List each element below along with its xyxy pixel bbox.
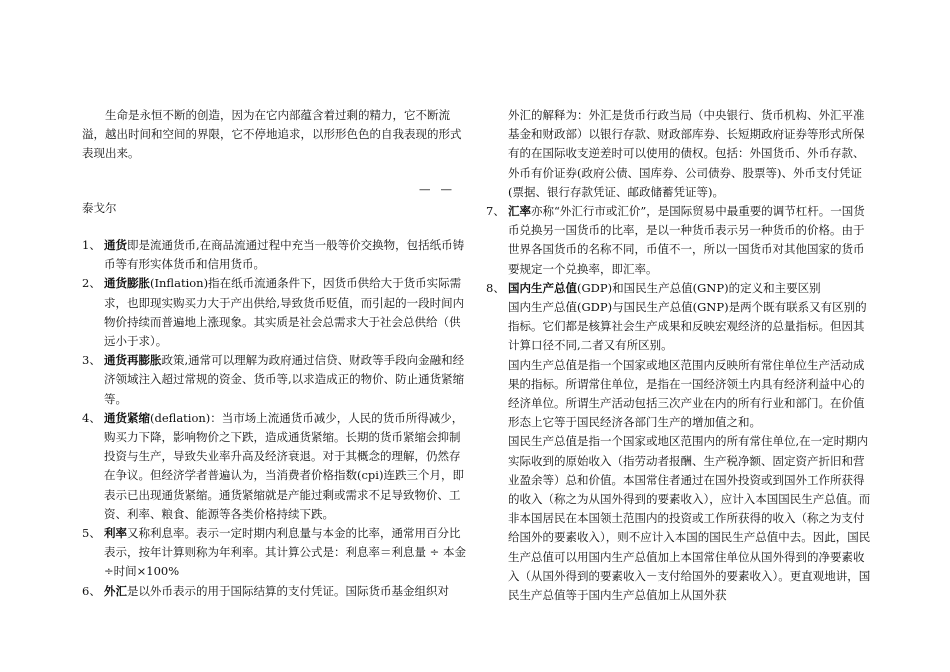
item-text: (deflation)：当市场上流通货币减少，人民的货币所得减少，购买力下降，影响物价之下跌，造成通货紧缩。长期的货币紧缩会抑制投资与生产，导致失业率升高及经济衰退。对于其概念的理解，仍然存在争议。但经济学者普遍认为，当消费者价格指数(cpi)连跌三个月，即表示已出现通货紧缩。通货紧缩就是产能过剩或需求不足导致物价、工资、利率、粮食、能源等各类价格持续下跌。: [104, 410, 464, 521]
item-term: 外汇: [104, 583, 127, 598]
item-number: 4、: [82, 410, 101, 425]
item-continuation: 外汇的解释为：外汇是货币行政当局（中央银行、货币机构、外汇平准基金和财政部）以银行存款、财政部库券、长短期政府证券等形式所保有的在国际收支逆差时可以使用的债权。包括：外国货币、外币存款、外币有价证券(政府公债、国库券、公司债券、股票等)、外币支付凭证(票据、银行存款凭证、邮政储蓄凭证等)。: [508, 108, 865, 199]
item-text: (Inflation)指在纸币流通条件下，因货币供给大于货币实际需求，也即现实购买力大于产出供给,导致货币贬值，而引起的一段时间内物价持续而普遍地上涨现象。其实质是社会总需求大于社会总供给（供远小于求）。: [104, 276, 465, 349]
gdp-paragraph: 国内生产总值是指一个国家或地区范围内反映所有常住单位生产活动成果的指标。所谓常住单位，是指在一国经济领土内具有经济利益中心的经济单位。所谓生产活动包括三次产业在内的所有行业和部门。在价值形态上它等于国民经济各部门生产的增加值之和。: [508, 357, 865, 430]
item-term: 通货再膨胀: [104, 353, 162, 368]
item-number: 8、: [486, 280, 505, 295]
gdp-paragraph: 国内生产总值(GDP)与国民生产总值(GNP)是两个既有联系又有区别的指标。它们都是核算社会生产成果和反映宏观经济的总量指标。但因其计算口径不同,二者又有所区别。: [508, 300, 867, 353]
item-term: 汇率: [508, 204, 531, 219]
list-item: [82, 236, 466, 274]
item-number: 1、: [82, 238, 101, 252]
tagore-quote: 生命是永恒不断的创造，因为在它内部蕴含着过剩的精力，它不断流溢，越出时间和空间的界限，它不停地追求，以形形色色的自我表现的形式表现出来。: [82, 108, 462, 161]
list-item: [82, 582, 466, 601]
list-item: [486, 279, 874, 298]
item-number: 5、: [82, 526, 101, 541]
item-text: 即是流通货币,在商品流通过程中充当一般等价交换物，包括纸币铸币等有形实体货币和信用货币。: [104, 238, 465, 272]
term-list: [82, 236, 466, 601]
item-number: 6、: [82, 583, 101, 598]
item-text: (GDP)和国民生产总值(GNP)的定义和主要区别: [577, 280, 821, 295]
item-term: 通货: [104, 238, 127, 252]
item-text: 是以外币表示的用于国际结算的支付凭证。国际货币基金组织对: [127, 583, 449, 598]
item-text: 政策,通常可以理解为政府通过信贷、财政等手段向金融和经济领域注入超过常规的资金、货币等,以求造成正的物价、防止通货紧缩等。: [104, 353, 465, 406]
item-term: 通货膨胀: [104, 276, 150, 291]
list-item: [82, 524, 466, 582]
item-term: 通货紧缩: [104, 410, 150, 425]
item-number: 3、: [82, 353, 101, 368]
list-item: [82, 274, 466, 351]
quote-dash: ——: [419, 182, 462, 196]
item-text: 又称利息率。表示一定时期内利息量与本金的比率，通常用百分比表示，按年计算则称为年利率。其计算公式是：利息率＝利息量 ÷ 本金÷时间×100%: [104, 526, 466, 579]
item-term: 国内生产总值: [508, 280, 577, 295]
item-text: 亦称“外汇行市或汇价”，是国际贸易中最重要的调节杠杆。一国货币兑换另一国货币的比率，是以一种货币表示另一种货币的价格。由于世界各国货币的名称不同，币值不一，所以一国货币对其他国家的货币要规定一个兑换率，即汇率。: [508, 204, 865, 276]
quote-author: 泰戈尔: [82, 201, 117, 215]
item-number: 7、: [486, 204, 505, 219]
item-number: 2、: [82, 276, 101, 291]
gdp-paragraph: 国民生产总值是指一个国家或地区范围内的所有常住单位,在一定时期内实际收到的原始收入（指劳动者报酬、生产税净额、固定资产折旧和营业盈余等）总和价值。本国常住者通过在国外投资或到国外工作所获得的收入（称之为从国外得到的要素收入），应计入本国国民生产总值。而非本国居民在本国领土范围内的投资或工作所获得的收入（称之为支付给国外的要素收入），则不应计入本国的国民生产总值中去。因此，国民生产总值可以用国内生产总值加上本国常住单位从国外得到的净要素收入（从国外得到的要素收入－支付给国外的要素收入）。更直观地讲，国民生产总值等于国内生产总值加上从国外获: [508, 434, 871, 603]
list-item: [82, 409, 466, 524]
list-item: [486, 202, 874, 279]
list-item: [82, 351, 466, 409]
item-term: 利率: [104, 526, 127, 541]
